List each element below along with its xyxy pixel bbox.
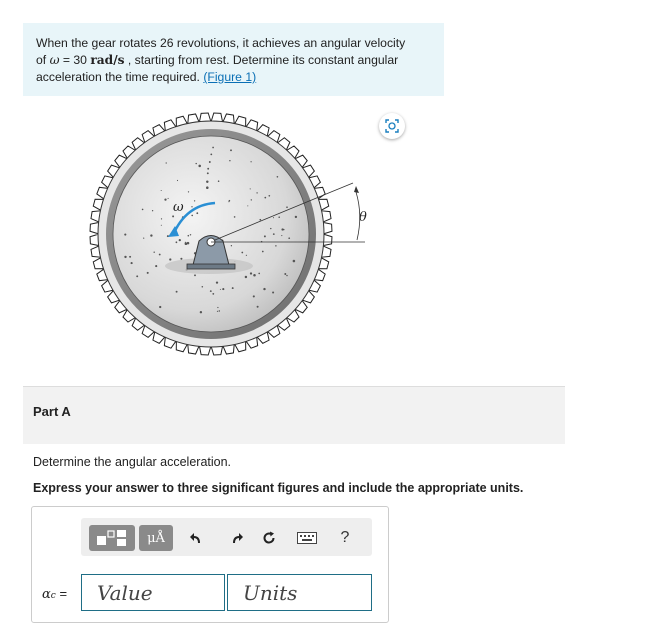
radial-line-ext bbox=[331, 183, 353, 192]
redo-icon[interactable] bbox=[227, 528, 247, 548]
problem-statement bbox=[23, 23, 444, 96]
gear-figure[interactable] bbox=[23, 100, 444, 380]
question-prompt: Determine the angular acceleration. bbox=[33, 455, 232, 469]
omega-label: ω bbox=[173, 200, 184, 215]
undo-icon[interactable] bbox=[186, 528, 206, 548]
templates-button[interactable] bbox=[89, 525, 135, 551]
unit-rad-per-s: rad/s bbox=[90, 53, 125, 67]
value-input[interactable]: Value bbox=[81, 574, 225, 611]
alpha-c-label: αc = bbox=[42, 586, 68, 602]
templates-icon bbox=[95, 529, 129, 547]
expand-icon bbox=[379, 113, 405, 139]
figure-link[interactable]: (Figure 1) bbox=[203, 70, 257, 84]
question-instruction: Express your answer to three significant figures and include the appropriate units. bbox=[33, 481, 524, 495]
problem-line-1: When the gear rotates 26 revolutions, it achieves an angular velocity bbox=[36, 36, 406, 50]
help-button[interactable]: ? bbox=[340, 529, 350, 546]
answer-box bbox=[31, 506, 389, 623]
expand-figure-button[interactable] bbox=[379, 113, 405, 139]
gear-disk bbox=[113, 136, 309, 332]
problem-line-3: acceleration the time required. (Figure 1) bbox=[36, 70, 257, 84]
omega-symbol: ω bbox=[49, 53, 60, 67]
answer-toolbar bbox=[81, 518, 372, 556]
theta-arrowhead bbox=[354, 186, 359, 193]
units-button[interactable]: μÅ bbox=[139, 525, 173, 551]
reset-icon[interactable] bbox=[259, 528, 279, 548]
problem-line-2: of ω = 30 rad/s , starting from rest. Determine its constant angular bbox=[36, 53, 399, 67]
part-a-header: Part A bbox=[23, 386, 565, 444]
keyboard-icon[interactable] bbox=[295, 528, 319, 548]
units-input[interactable]: Units bbox=[227, 574, 372, 611]
theta-label: θ bbox=[359, 210, 367, 225]
